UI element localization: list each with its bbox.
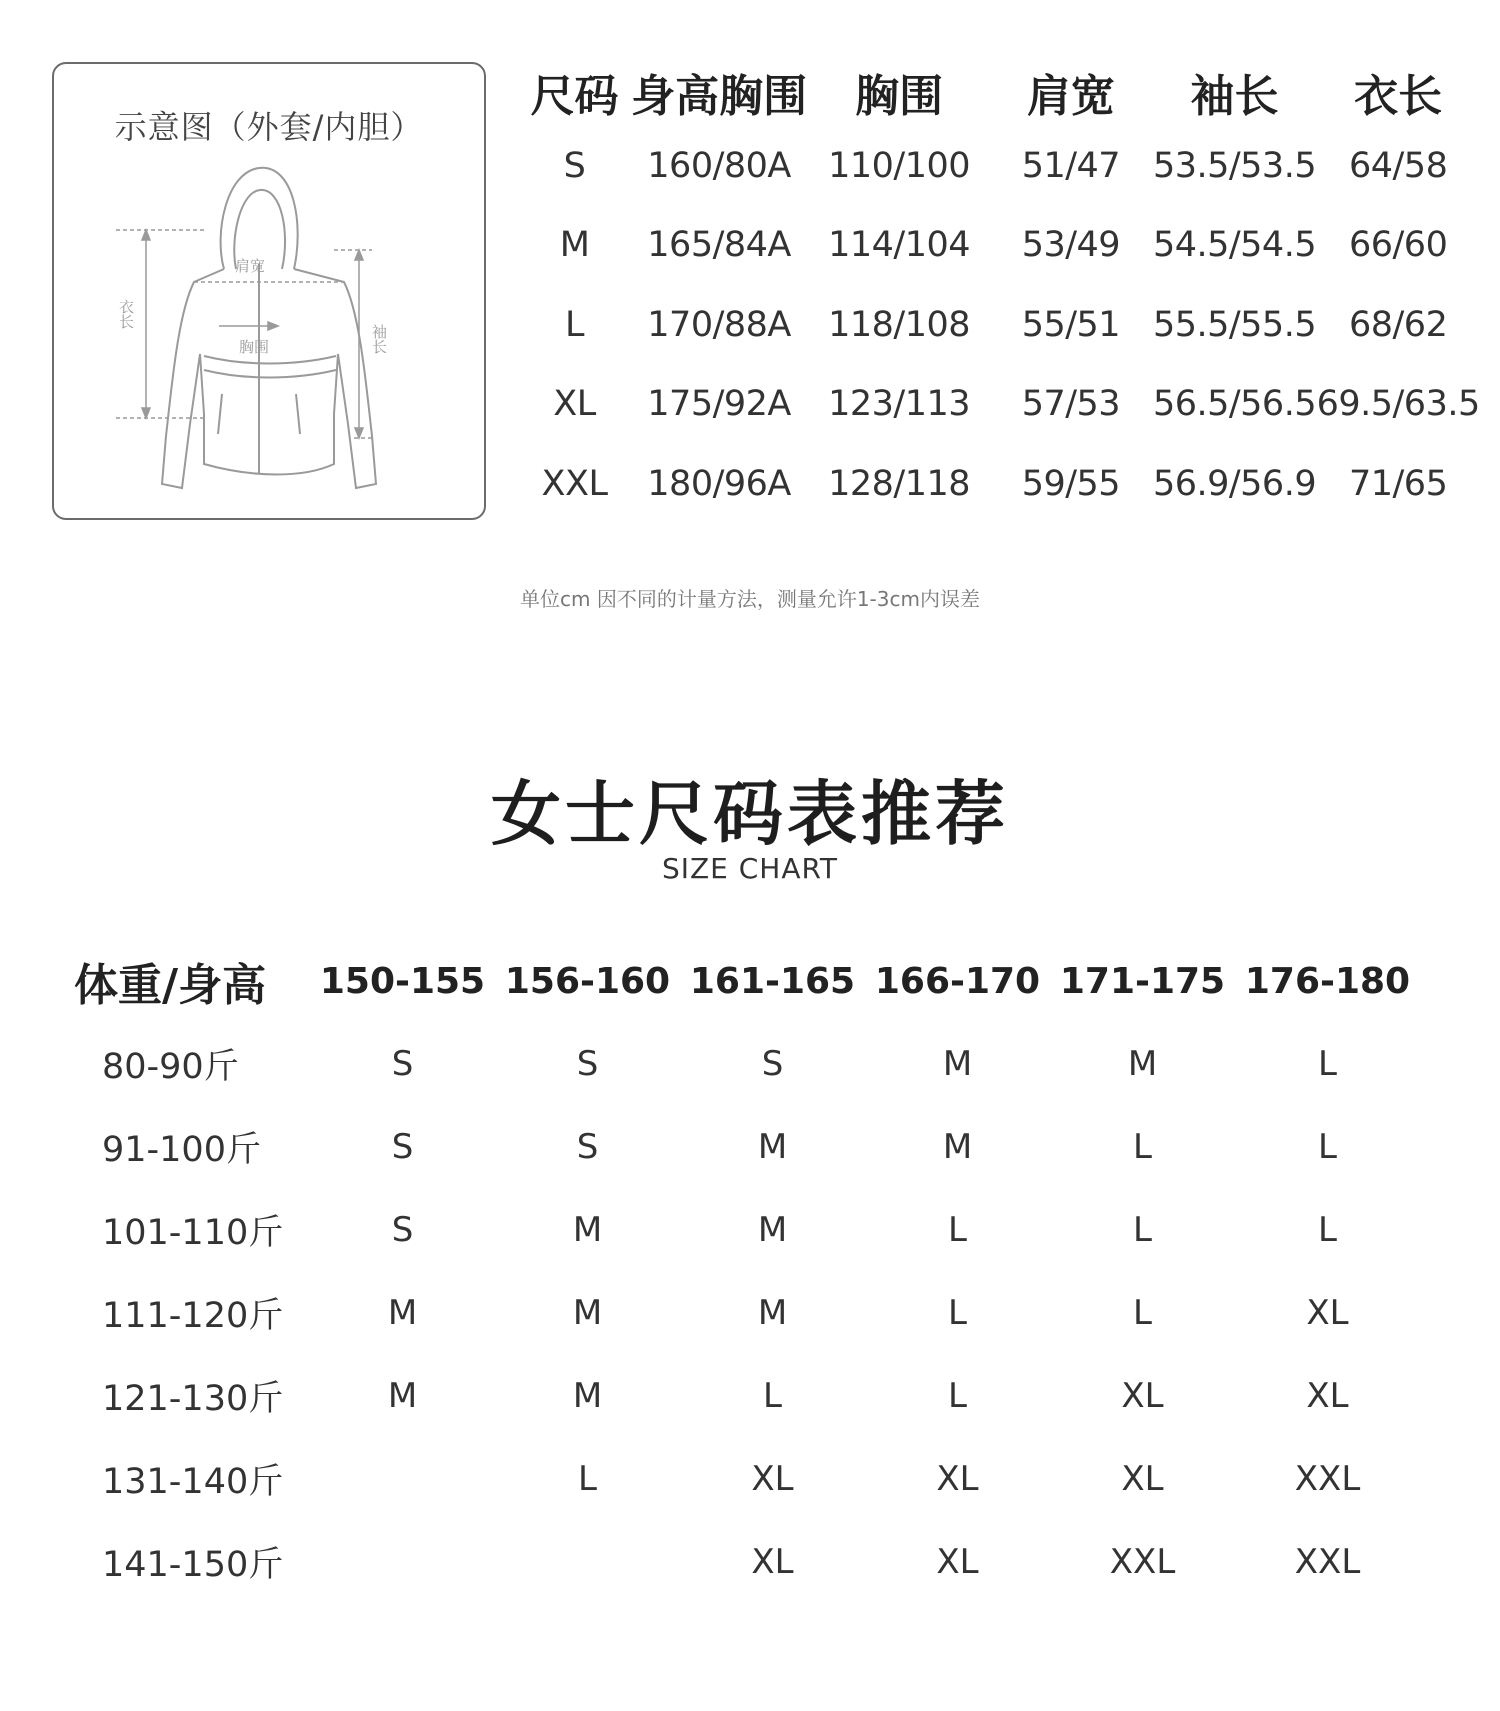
size-cell: L	[948, 1292, 967, 1333]
size-cell: M	[572, 1292, 603, 1333]
table-row	[520, 285, 1480, 365]
table-row	[60, 1022, 1420, 1105]
size-cell: XL	[1306, 1292, 1349, 1333]
size-cell: XXL	[1109, 1541, 1176, 1582]
table-row	[520, 206, 1480, 286]
jacket-diagram-panel	[52, 62, 486, 520]
size-cell: S	[391, 1209, 414, 1250]
weight-label: 80-90斤	[102, 1046, 239, 1087]
size-cell: M	[387, 1375, 418, 1416]
recommendation-table	[60, 940, 1420, 1603]
size-cell: M	[942, 1126, 973, 1167]
size-cell: S	[391, 1043, 414, 1084]
size-cell: M	[942, 1043, 973, 1084]
table-cell: 55/51	[1021, 304, 1121, 345]
size-cell: S	[391, 1126, 414, 1167]
size-cell: L	[1133, 1126, 1152, 1167]
table-row	[520, 444, 1480, 524]
size-cell: L	[1318, 1209, 1337, 1250]
height-header: 171-175	[1059, 960, 1226, 1002]
size-cell: XXL	[1294, 1458, 1361, 1499]
table-cell: 170/88A	[647, 304, 791, 345]
size-cell: XL	[1306, 1375, 1349, 1416]
table-row	[60, 1105, 1420, 1188]
size-cell: L	[763, 1375, 782, 1416]
size-chart-subtitle: SIZE CHART	[661, 852, 839, 885]
height-header: 156-160	[504, 960, 671, 1002]
size-cell: M	[572, 1209, 603, 1250]
table-cell: S	[563, 145, 586, 186]
header-size: 尺码	[530, 71, 619, 122]
size-cell: L	[1133, 1209, 1152, 1250]
size-cell: L	[1318, 1043, 1337, 1084]
measurement-note: 单位cm 因不同的计量方法，测量允许1-3cm内误差	[520, 587, 980, 611]
table-cell: XL	[553, 384, 596, 425]
table-cell: 55.5/55.5	[1152, 304, 1317, 345]
size-cell: XL	[1121, 1375, 1164, 1416]
table-row	[60, 1437, 1420, 1520]
shoulder-label: 肩宽	[234, 257, 266, 275]
table-row	[60, 1520, 1420, 1603]
size-cell: S	[576, 1126, 599, 1167]
table-row	[60, 1271, 1420, 1354]
weight-height-header: 体重/身高	[74, 960, 267, 1011]
header-sleeve: 袖长	[1190, 71, 1279, 122]
table-cell: 165/84A	[647, 225, 791, 266]
size-cell: XL	[1121, 1458, 1164, 1499]
height-header: 166-170	[874, 960, 1041, 1002]
size-cell	[495, 1520, 680, 1603]
table-cell: 66/60	[1348, 225, 1448, 266]
weight-label: 131-140斤	[102, 1461, 284, 1502]
height-header-row	[60, 940, 1420, 1022]
header-length: 衣长	[1354, 71, 1443, 122]
size-cell: L	[948, 1375, 967, 1416]
table-row	[520, 365, 1480, 445]
size-cell: XL	[936, 1458, 979, 1499]
measurement-header-row	[520, 58, 1480, 126]
size-cell: M	[757, 1292, 788, 1333]
table-cell: 110/100	[828, 145, 971, 186]
measurement-table	[520, 58, 1480, 524]
weight-label: 91-100斤	[102, 1129, 261, 1170]
chest-label: 胸围	[238, 338, 270, 356]
weight-label: 111-120斤	[102, 1295, 284, 1336]
size-cell: L	[578, 1458, 597, 1499]
size-cell	[310, 1437, 495, 1520]
table-cell: 64/58	[1348, 145, 1448, 186]
table-cell: 53/49	[1021, 225, 1121, 266]
table-cell: 68/62	[1348, 304, 1448, 345]
height-header: 176-180	[1244, 960, 1411, 1002]
table-cell: 71/65	[1348, 463, 1448, 504]
table-cell: 123/113	[828, 384, 971, 425]
table-cell: 59/55	[1021, 463, 1121, 504]
table-cell: L	[565, 304, 585, 345]
table-cell: 51/47	[1021, 145, 1121, 186]
size-cell: M	[572, 1375, 603, 1416]
size-cell: L	[1133, 1292, 1152, 1333]
size-cell: XL	[751, 1458, 794, 1499]
size-cell: S	[761, 1043, 784, 1084]
size-cell: L	[948, 1209, 967, 1250]
table-cell: 175/92A	[647, 384, 791, 425]
table-row	[60, 1188, 1420, 1271]
size-cell: XXL	[1294, 1541, 1361, 1582]
table-cell: M	[559, 225, 590, 266]
size-cell: XL	[751, 1541, 794, 1582]
table-row	[520, 126, 1480, 206]
header-shoulder: 肩宽	[1026, 71, 1115, 122]
weight-label: 121-130斤	[102, 1378, 284, 1419]
table-cell: 69.5/63.5	[1316, 384, 1480, 425]
table-cell: 57/53	[1021, 384, 1121, 425]
table-cell: 118/108	[828, 304, 971, 345]
size-cell: M	[1127, 1043, 1158, 1084]
table-cell: 128/118	[828, 463, 971, 504]
diagram-title: 示意图（外套/内胆）	[114, 108, 424, 146]
table-cell: 160/80A	[647, 145, 791, 186]
table-cell: 54.5/54.5	[1152, 225, 1317, 266]
height-header: 161-165	[689, 960, 856, 1002]
table-cell: 56.9/56.9	[1152, 463, 1317, 504]
size-cell: S	[576, 1043, 599, 1084]
size-cell: M	[757, 1126, 788, 1167]
table-cell: XXL	[541, 463, 608, 504]
size-cell	[310, 1520, 495, 1603]
body-length-label: 衣长	[117, 299, 135, 329]
header-chest: 胸围	[855, 71, 944, 122]
table-cell: 114/104	[828, 225, 971, 266]
table-cell: 180/96A	[647, 463, 791, 504]
size-cell: M	[757, 1209, 788, 1250]
table-cell: 56.5/56.5	[1152, 384, 1317, 425]
height-header: 150-155	[319, 960, 486, 1002]
header-height-chest: 身高胸围	[631, 71, 808, 122]
size-cell: M	[387, 1292, 418, 1333]
table-cell: 53.5/53.5	[1152, 145, 1317, 186]
size-cell: XL	[936, 1541, 979, 1582]
weight-label: 141-150斤	[102, 1544, 284, 1585]
jacket-illustration	[54, 64, 484, 518]
table-row	[60, 1354, 1420, 1437]
sleeve-length-label: 袖长	[370, 324, 388, 354]
weight-label: 101-110斤	[102, 1212, 284, 1253]
size-cell: L	[1318, 1126, 1337, 1167]
size-chart-title: 女士尺码表推荐	[491, 773, 1009, 855]
